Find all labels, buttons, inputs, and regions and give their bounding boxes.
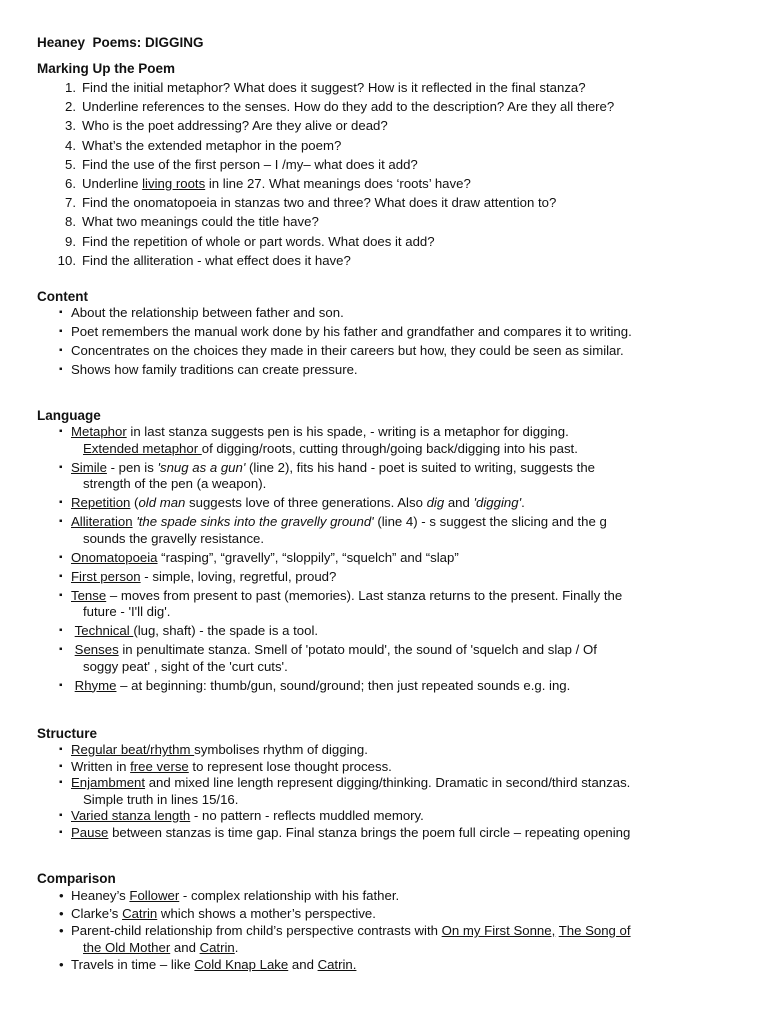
list-item: [0, 514, 622, 547]
continuation-line: [71, 940, 631, 957]
term: Extended metaphor: [83, 440, 202, 456]
item-number: 8.: [65, 214, 76, 230]
item-text: (line 4) - s suggest the slicing and the g: [373, 514, 607, 529]
list-item: [0, 808, 630, 825]
item-text: - complex relationship with his father.: [179, 888, 400, 903]
list-item: [0, 569, 622, 586]
list-item: [0, 251, 614, 270]
continuation-line: soggy peat' , sight of the 'curt cuts'.: [83, 658, 288, 674]
list-item: [0, 174, 614, 193]
item-text: (: [130, 495, 139, 510]
content-list: [0, 305, 632, 381]
term: Simile: [71, 459, 107, 475]
item-number: 1.: [65, 80, 76, 95]
quote: 'the spade sinks into the gravelly ground': [132, 514, 374, 529]
item-text: .: [234, 939, 239, 955]
item-text-post: in line 27. What meanings does ‘roots’ have?: [205, 175, 471, 191]
term: Onomatopoeia: [71, 549, 158, 565]
list-item: [0, 97, 614, 116]
list-item: ▪ Concentrates on the choices they made in their careers but how, they could be seen as similar.: [0, 343, 632, 360]
comparison-heading: Comparison: [37, 871, 116, 886]
item-text-pre: Underline: [82, 175, 143, 191]
item-text: (lug, shaft) - the spade is a tool.: [133, 623, 319, 638]
item-number: 5.: [65, 156, 76, 172]
item-text: Travels in time – like: [71, 957, 195, 972]
item-number: 2.: [65, 99, 76, 115]
item-text: in last stanza suggests pen is his spade, - writing is a metaphor for digging.: [126, 424, 569, 439]
list-item: [0, 775, 630, 808]
term: Catrin: [122, 905, 158, 921]
item-text: “rasping”, “gravelly”, “sloppily”, “squelch” and “slap”: [157, 549, 459, 565]
term: Enjambment: [71, 775, 146, 790]
quote: dig: [426, 495, 445, 510]
item-text: Underline references to the senses. How do they add to the description? Are they all there?: [82, 99, 615, 115]
comparison-list: [0, 888, 631, 975]
item-text: – at beginning: thumb/gun, sound/ground; then just repeated sounds e.g. ing.: [116, 677, 571, 693]
item-text: Find the repetition of whole or part words. What does it add?: [82, 233, 435, 249]
term: Varied stanza length: [71, 808, 191, 823]
language-list: [0, 424, 622, 697]
list-item: [0, 923, 631, 956]
item-text: of digging/roots, cutting through/going back/digging into his past.: [201, 440, 578, 456]
list-item: [0, 678, 622, 695]
list-item: [0, 550, 622, 567]
term: Regular beat/rhythm: [71, 742, 195, 757]
item-text: and: [444, 495, 474, 510]
list-item: [0, 116, 614, 135]
list-item: [0, 588, 622, 621]
item-text: and mixed line length represent digging/thinking. Dramatic in second/third stanzas.: [145, 775, 631, 790]
item-text: - pen is: [106, 459, 158, 475]
item-text: (line 2), fits his hand - poet is suited to writing, suggests the: [245, 459, 596, 475]
term: Senses: [74, 642, 119, 657]
item-text: .: [521, 495, 525, 510]
item-text: Written in: [71, 758, 131, 774]
continuation-line: strength of the pen (a weapon).: [83, 476, 267, 491]
list-item: [0, 742, 630, 759]
continuation-line: Simple truth in lines 15/16.: [83, 791, 239, 807]
item-number: 10.: [57, 252, 76, 268]
page-title: Heaney Poems: DIGGING: [37, 35, 204, 50]
term: Rhyme: [74, 677, 117, 693]
list-item: [0, 424, 622, 457]
continuation-line: [71, 441, 622, 458]
item-text: in penultimate stanza. Smell of 'potato mould', the sound of 'squelch and slap / Of: [118, 642, 597, 657]
continuation-line: future - 'I'll dig'.: [83, 604, 171, 619]
quote: old man: [138, 495, 186, 510]
continuation-line: sounds the gravelly resistance.: [83, 530, 265, 546]
list-item: [0, 957, 631, 974]
item-text: - no pattern - reflects muddled memory.: [190, 808, 424, 823]
content-heading: Content: [37, 289, 88, 304]
item-text: Find the onomatopoeia in stanzas two and three? What does it draw attention to?: [82, 195, 557, 211]
list-item: [0, 623, 622, 640]
term: Pause: [71, 824, 109, 840]
structure-heading: Structure: [37, 726, 98, 741]
term: Repetition: [71, 495, 131, 510]
list-item: [0, 825, 630, 842]
item-text: Find the initial metaphor? What does it suggest? How is it reflected in the final stanza?: [82, 80, 586, 95]
item-text: and: [288, 957, 318, 972]
item-text: Heaney’s: [71, 888, 130, 903]
list-item: [0, 212, 614, 231]
item-number: 9.: [65, 233, 76, 249]
term: Tense: [71, 587, 107, 603]
term: Alliteration: [71, 514, 133, 529]
list-item: [0, 136, 614, 155]
item-text: - simple, loving, regretful, proud?: [140, 568, 337, 584]
list-item: [0, 759, 630, 776]
item-number: 6.: [65, 175, 76, 191]
term: Catrin.: [317, 957, 357, 972]
list-item: ▪ About the relationship between father and son.: [0, 305, 632, 322]
item-text: Find the alliteration - what effect does it have?: [82, 252, 351, 268]
term: Metaphor: [71, 424, 127, 439]
list-item: [0, 155, 614, 174]
item-text: which shows a mother’s perspective.: [157, 905, 376, 921]
term: Follower: [129, 888, 180, 903]
term: Catrin: [199, 939, 235, 955]
list-item: [0, 78, 614, 97]
list-item: [0, 642, 622, 675]
marking-list: [0, 78, 614, 270]
term: The Song of: [558, 923, 631, 938]
term: On my First Sonne,: [441, 923, 556, 938]
item-text: Who is the poet addressing? Are they alive or dead?: [82, 118, 388, 134]
item-number: 4.: [65, 137, 76, 153]
item-text: Parent-child relationship from child’s perspective contrasts with: [71, 923, 442, 938]
list-item: ▪ Shows how family traditions can create pressure.: [0, 362, 632, 379]
item-text: – moves from present to past (memories). Last stanza returns to the present. Finally the: [106, 587, 623, 603]
term: the Old Mother: [83, 939, 171, 955]
item-text: suggests love of three generations. Also: [185, 495, 427, 510]
term: free verse: [130, 758, 189, 774]
term: Technical: [74, 623, 134, 638]
item-text: Clarke’s: [71, 905, 123, 921]
item-text: What two meanings could the title have?: [82, 214, 319, 230]
item-text: and: [170, 939, 200, 955]
item-text: symbolises rhythm of digging.: [194, 742, 368, 757]
quote: 'snug as a gun': [157, 459, 246, 475]
item-text: Find the use of the first person – I /my– what does it add?: [82, 156, 418, 172]
list-item: [0, 460, 622, 493]
item-text: to represent lose thought process.: [188, 758, 392, 774]
list-item: ▪ Poet remembers the manual work done by his father and grandfather and compares it to writing.: [0, 324, 632, 341]
term: First person: [71, 568, 141, 584]
list-item: [0, 495, 622, 512]
list-item: [0, 232, 614, 251]
structure-list: [0, 742, 630, 841]
language-heading: Language: [37, 408, 101, 423]
item-text: What’s the extended metaphor in the poem?: [82, 137, 342, 153]
list-item: [0, 906, 631, 923]
list-item: [0, 193, 614, 212]
item-text: between stanzas is time gap. Final stanza brings the poem full circle – repeating opening: [108, 824, 631, 840]
list-item: [0, 888, 631, 905]
item-number: 3.: [65, 118, 76, 134]
underlined-term: living roots: [142, 175, 206, 191]
marking-heading: Marking Up the Poem: [37, 61, 176, 76]
quote: 'digging': [473, 495, 522, 510]
term: Cold Knap Lake: [194, 957, 289, 972]
item-number: 7.: [65, 195, 76, 211]
